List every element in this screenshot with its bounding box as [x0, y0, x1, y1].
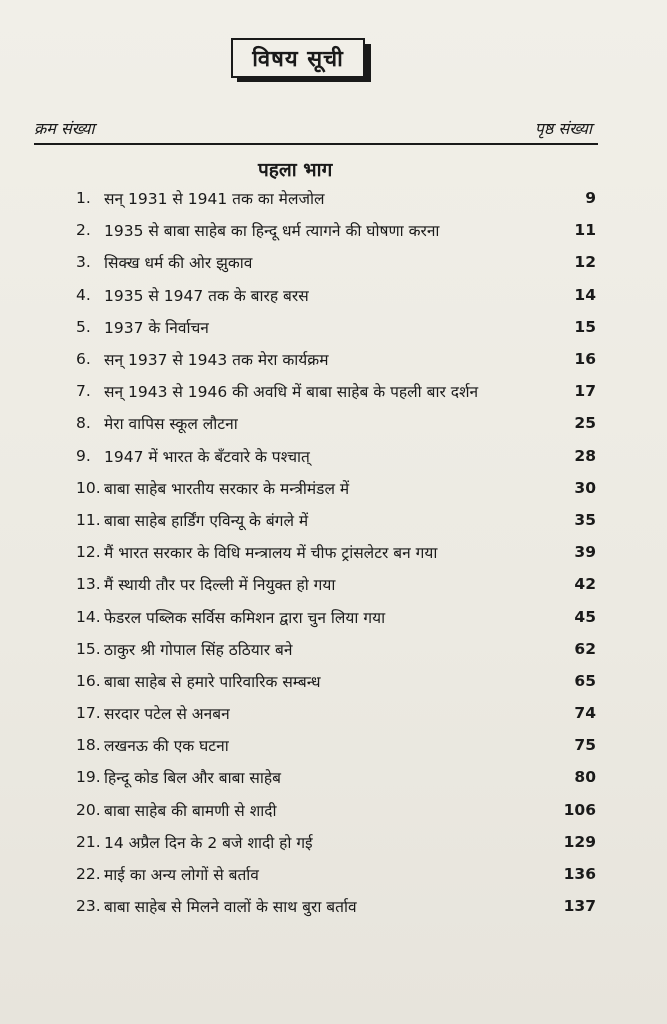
entry-page-number: 11	[574, 221, 596, 240]
contents-entry	[76, 826, 596, 858]
entry-title: लखनऊ की एक घटना	[104, 737, 229, 756]
entry-page-number: 106	[563, 800, 596, 819]
serial-number-header: क्रम संख्या	[34, 119, 95, 138]
entry-page-number: 16	[574, 350, 596, 369]
contents-entry	[76, 182, 596, 214]
entry-page-number: 65	[574, 671, 596, 690]
entry-page-number: 75	[574, 736, 596, 755]
title-box	[231, 38, 365, 78]
entry-number: 16.	[76, 671, 101, 690]
entry-page-number: 30	[574, 478, 596, 497]
entry-title: 1935 से बाबा साहेब का हिन्दू धर्म त्यागने की घोषणा करना	[104, 222, 440, 241]
header-divider	[34, 143, 598, 145]
entry-number: 6.	[76, 350, 91, 369]
contents-entry	[76, 633, 596, 665]
entry-title: बाबा साहेब भारतीय सरकार के मन्त्रीमंडल में	[104, 479, 350, 498]
entry-number: 10.	[76, 478, 101, 497]
entry-title: सन् 1943 से 1946 की अवधि में बाबा साहेब के पहली बार दर्शन	[104, 383, 479, 402]
entry-title: सिक्ख धर्म की ओर झुकाव	[104, 254, 253, 273]
contents-entry	[76, 600, 596, 632]
entry-number: 17.	[76, 704, 101, 723]
entry-title: माई का अन्य लोगों से बर्ताव	[104, 866, 259, 885]
contents-entry	[76, 472, 596, 504]
entry-page-number: 136	[563, 865, 596, 884]
title-frame	[231, 38, 373, 84]
entry-number: 14.	[76, 607, 101, 626]
entry-page-number: 35	[574, 510, 596, 529]
entry-number: 2.	[76, 221, 91, 240]
entry-number: 23.	[76, 897, 101, 916]
entry-title: बाबा साहेब हार्डिंग एविन्यू के बंगले में	[104, 511, 309, 530]
column-headers	[34, 117, 592, 139]
entry-title: बाबा साहेब से मिलने वालों के साथ बुरा बर्ताव	[104, 898, 357, 917]
contents-entry	[76, 343, 596, 375]
contents-entry	[76, 568, 596, 600]
contents-entry	[76, 440, 596, 472]
entry-page-number: 80	[574, 768, 596, 787]
contents-entry	[76, 311, 596, 343]
contents-list	[76, 182, 596, 922]
entry-number: 9.	[76, 446, 91, 465]
entry-number: 8.	[76, 414, 91, 433]
entry-page-number: 15	[574, 317, 596, 336]
entry-title: 14 अप्रैल दिन के 2 बजे शादी हो गई	[104, 833, 313, 852]
entry-title: सन् 1937 से 1943 तक मेरा कार्यक्रम	[104, 351, 329, 370]
entry-number: 11.	[76, 510, 101, 529]
contents-entry	[76, 858, 596, 890]
entry-number: 20.	[76, 800, 101, 819]
contents-entry	[76, 794, 596, 826]
contents-entry	[76, 697, 596, 729]
entry-title: सन् 1931 से 1941 तक का मेलजोल	[104, 190, 325, 209]
entry-title: हिन्दू कोड बिल और बाबा साहेब	[104, 769, 281, 788]
entry-page-number: 42	[574, 575, 596, 594]
entry-page-number: 62	[574, 639, 596, 658]
entry-page-number: 28	[574, 446, 596, 465]
entry-page-number: 12	[574, 253, 596, 272]
contents-entry	[76, 407, 596, 439]
entry-number: 7.	[76, 382, 91, 401]
entry-title: मैं स्थायी तौर पर दिल्ली में नियुक्त हो गया	[104, 576, 336, 595]
entry-title: 1937 के निर्वाचन	[104, 318, 209, 337]
entry-title: 1947 में भारत के बँटवारे के पश्चात्	[104, 447, 310, 466]
entry-page-number: 74	[574, 704, 596, 723]
entry-number: 18.	[76, 736, 101, 755]
entry-number: 13.	[76, 575, 101, 594]
entry-page-number: 45	[574, 607, 596, 626]
entry-number: 1.	[76, 189, 91, 208]
contents-entry	[76, 504, 596, 536]
contents-entry	[76, 665, 596, 697]
entry-title: बाबा साहेब से हमारे पारिवारिक सम्बन्ध	[104, 672, 321, 691]
entry-page-number: 25	[574, 414, 596, 433]
contents-entry	[76, 375, 596, 407]
page-title: विषय सूची	[252, 47, 344, 72]
entry-title: सरदार पटेल से अनबन	[104, 705, 230, 724]
entry-page-number: 17	[574, 382, 596, 401]
contents-entry	[76, 761, 596, 793]
entry-number: 22.	[76, 865, 101, 884]
entry-number: 12.	[76, 543, 101, 562]
section-heading: पहला भाग	[258, 159, 333, 181]
entry-number: 15.	[76, 639, 101, 658]
entry-page-number: 9	[585, 189, 596, 208]
contents-entry	[76, 536, 596, 568]
entry-number: 3.	[76, 253, 91, 272]
entry-title: ठाकुर श्री गोपाल सिंह ठठियार बने	[104, 640, 293, 659]
page-number-header: पृष्ठ संख्या	[534, 119, 592, 138]
entry-page-number: 129	[563, 832, 596, 851]
entry-title: 1935 से 1947 तक के बारह बरस	[104, 286, 309, 305]
entry-title: मैं भारत सरकार के विधि मन्त्रालय में चीफ ट्रांसलेटर बन गया	[104, 544, 438, 563]
contents-entry	[76, 890, 596, 922]
entry-page-number: 137	[563, 897, 596, 916]
entry-number: 5.	[76, 317, 91, 336]
entry-title: बाबा साहेब की बामणी से शादी	[104, 801, 277, 820]
entry-number: 19.	[76, 768, 101, 787]
entry-page-number: 14	[574, 285, 596, 304]
entry-title: मेरा वापिस स्कूल लौटना	[104, 415, 238, 434]
contents-entry	[76, 214, 596, 246]
contents-entry	[76, 246, 596, 278]
contents-entry	[76, 729, 596, 761]
entry-number: 4.	[76, 285, 91, 304]
entry-title: फेडरल पब्लिक सर्विस कमिशन द्वारा चुन लिया गया	[104, 608, 386, 627]
entry-number: 21.	[76, 832, 101, 851]
entry-page-number: 39	[574, 543, 596, 562]
contents-entry	[76, 279, 596, 311]
